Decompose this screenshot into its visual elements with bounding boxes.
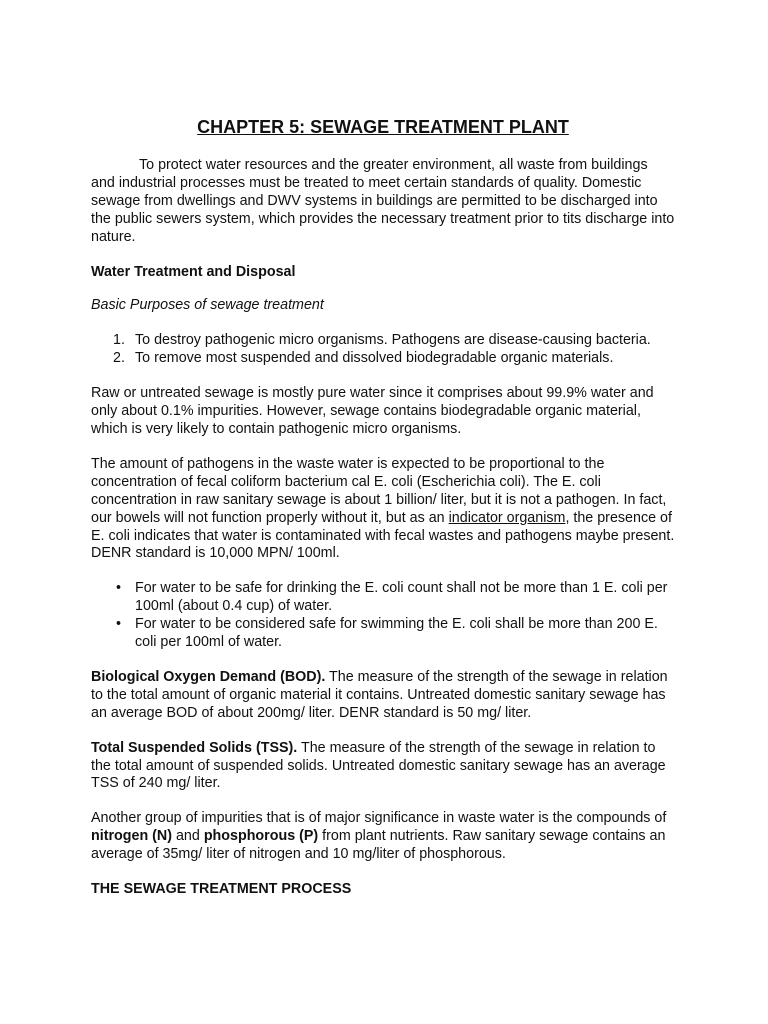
indicator-organism-term: indicator organism	[448, 509, 566, 526]
ecoli-bullet-list	[91, 580, 675, 652]
chapter-title: CHAPTER 5: SEWAGE TREATMENT PLANT	[197, 117, 569, 137]
intro-paragraph: To protect water resources and the greater environment, all waste from buildings and industrial processes must be treated to meet certain standards of quality. Domestic sewage from dwellings and DWV systems in buildings are permitted to be discharged into the public sewers system, which provides the necessary treatment prior to tits discharge into nature.	[91, 157, 675, 245]
bod-definition: The measure of the strength of the sewage in relation to the total amount of organic material it contains. Untreated domestic sanitary sewage has an average BOD of about 200mg/ liter. DENR standard is 50 mg/ liter.	[91, 668, 668, 721]
bullet-icon: •	[116, 580, 122, 597]
nutrients-paragraph	[91, 810, 675, 864]
list-item	[91, 350, 675, 368]
list-item	[91, 616, 675, 652]
list-item	[91, 332, 675, 350]
nutrients-text: Another group of impurities that is of major significance in waste water is the compounds of	[91, 810, 667, 827]
pathogens-paragraph	[91, 456, 675, 563]
list-item-text: To destroy pathogenic micro organisms. Pathogens are disease-causing bacteria.	[135, 332, 651, 349]
list-number: 2.	[113, 350, 125, 367]
document-page	[91, 116, 675, 915]
raw-sewage-paragraph: Raw or untreated sewage is mostly pure water since it comprises about 99.9% water and only about 0.1% impurities. However, sewage contains biodegradable organic material, which is very likely to contain pathogenic micro organisms.	[91, 385, 654, 437]
purposes-list	[91, 332, 675, 368]
list-item	[91, 580, 675, 616]
nutrients-text-and: and	[172, 828, 204, 845]
pathogens-text: The amount of pathogens in the waste water is expected to be proportional to the concentration of fecal coliform bacterium cal E. coli (Escherichia coli). The E. coli concentration in raw sanitary sewage is about 1 billion/ liter, but it is not a pathogen. In fact, our bowels will not function properly without it, but as an	[91, 455, 667, 526]
nitrogen-term: nitrogen (N)	[91, 828, 172, 845]
nutrients-text-continued: from plant nutrients. Raw sanitary sewage contains an average of 35mg/ liter of nitrogen and 10 mg/liter of phosphorous.	[91, 828, 666, 863]
list-item-text: For water to be safe for drinking the E. coli count shall not be more than 1 E. coli per 100ml (about 0.4 cup) of water.	[135, 580, 668, 615]
bod-term: Biological Oxygen Demand (BOD).	[91, 668, 326, 685]
bod-paragraph	[91, 669, 675, 723]
section-heading: Water Treatment and Disposal	[91, 263, 296, 280]
phosphorous-term: phosphorous (P)	[203, 828, 319, 845]
bullet-icon: •	[116, 616, 122, 633]
process-heading: THE SEWAGE TREATMENT PROCESS	[91, 881, 352, 898]
subheading: Basic Purposes of sewage treatment	[91, 297, 324, 314]
tss-term: Total Suspended Solids (TSS).	[91, 739, 298, 756]
list-item-text: To remove most suspended and dissolved biodegradable organic materials.	[135, 350, 614, 367]
tss-definition: The measure of the strength of the sewage in relation to the total amount of suspended solids. Untreated domestic sanitary sewage has an average TSS of 240 mg/ liter.	[91, 739, 666, 792]
list-item-text: For water to be considered safe for swimming the E. coli shall be more than 200 E. coli per 100ml of water.	[135, 616, 658, 651]
pathogens-text-continued: , the presence of E. coli indicates that water is contaminated with fecal wastes and pathogens maybe present. DENR standard is 10,000 MPN/ 100ml.	[91, 509, 675, 562]
tss-paragraph	[91, 740, 675, 794]
list-number: 1.	[113, 332, 125, 349]
